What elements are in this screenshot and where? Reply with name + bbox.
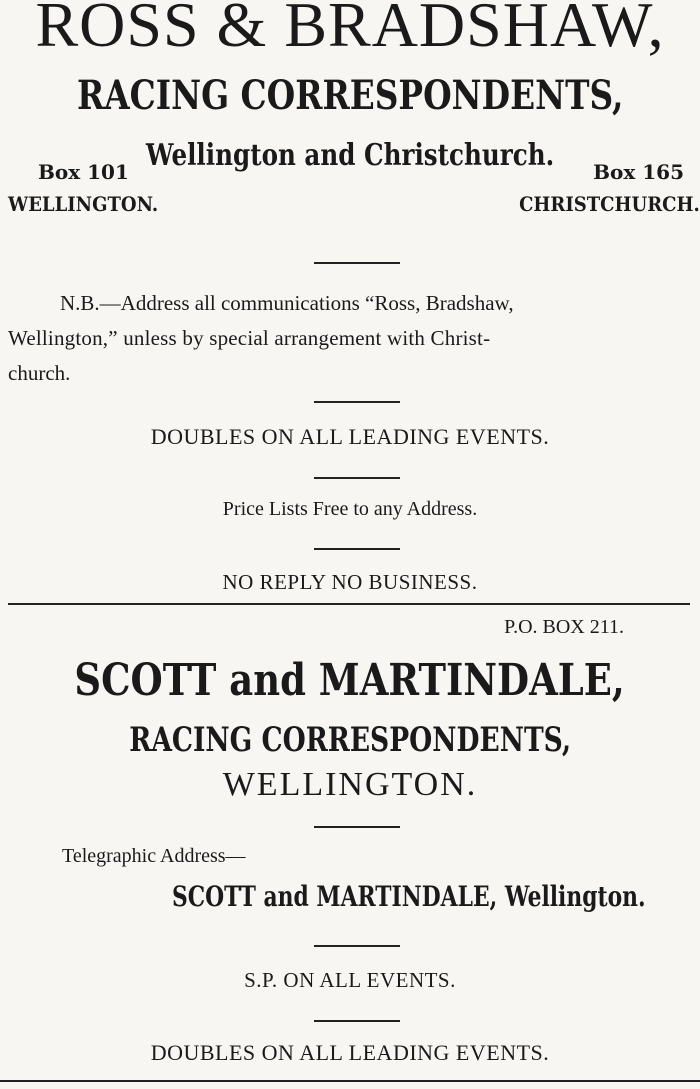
ross-right-box: Box 165 — [593, 160, 684, 184]
scott-telegraphic-address: SCOTT and MARTINDALE, Wellington. — [172, 880, 646, 913]
divider-2 — [314, 401, 400, 403]
ross-right-city: CHRISTCHURCH. — [519, 192, 700, 216]
divider-7 — [314, 1020, 400, 1022]
divider-1 — [314, 262, 400, 264]
ross-left-city: WELLINGTON. — [8, 192, 159, 216]
scott-telegraphic-label: Telegraphic Address— — [62, 845, 246, 867]
divider-4 — [314, 548, 400, 550]
scott-doubles: DOUBLES ON ALL LEADING EVENTS. — [150, 1040, 550, 1065]
ross-doubles: DOUBLES ON ALL LEADING EVENTS. — [150, 424, 550, 449]
ross-price-lists: Price Lists Free to any Address. — [222, 498, 478, 520]
ross-locations: Wellington and Christchurch. — [145, 138, 555, 173]
scott-firm-name: SCOTT and MARTINDALE, — [74, 655, 626, 706]
ross-note-line1: N.B.—Address all communications “Ross, Bradshaw, — [60, 291, 514, 315]
ad-separator — [8, 603, 690, 605]
divider-3 — [314, 477, 400, 479]
ross-no-reply: NO REPLY NO BUSINESS. — [222, 570, 478, 594]
divider-5 — [314, 826, 400, 828]
ross-note-line3: church. — [8, 361, 71, 385]
ross-note-line2: Wellington,” unless by special arrangement with Christ- — [8, 326, 491, 350]
divider-6 — [314, 945, 400, 947]
ross-firm-name: ROSS & BRADSHAW, — [35, 0, 665, 60]
bottom-rule — [0, 1080, 700, 1082]
scott-role: RACING CORRESPONDENTS, — [129, 720, 571, 760]
ross-left-box: Box 101 — [38, 160, 129, 184]
scott-po-box: P.O. BOX 211. — [504, 616, 624, 638]
scott-sp: S.P. ON ALL EVENTS. — [244, 968, 456, 992]
ross-role: RACING CORRESPONDENTS, — [76, 72, 624, 119]
scott-city: WELLINGTON. — [222, 766, 478, 803]
